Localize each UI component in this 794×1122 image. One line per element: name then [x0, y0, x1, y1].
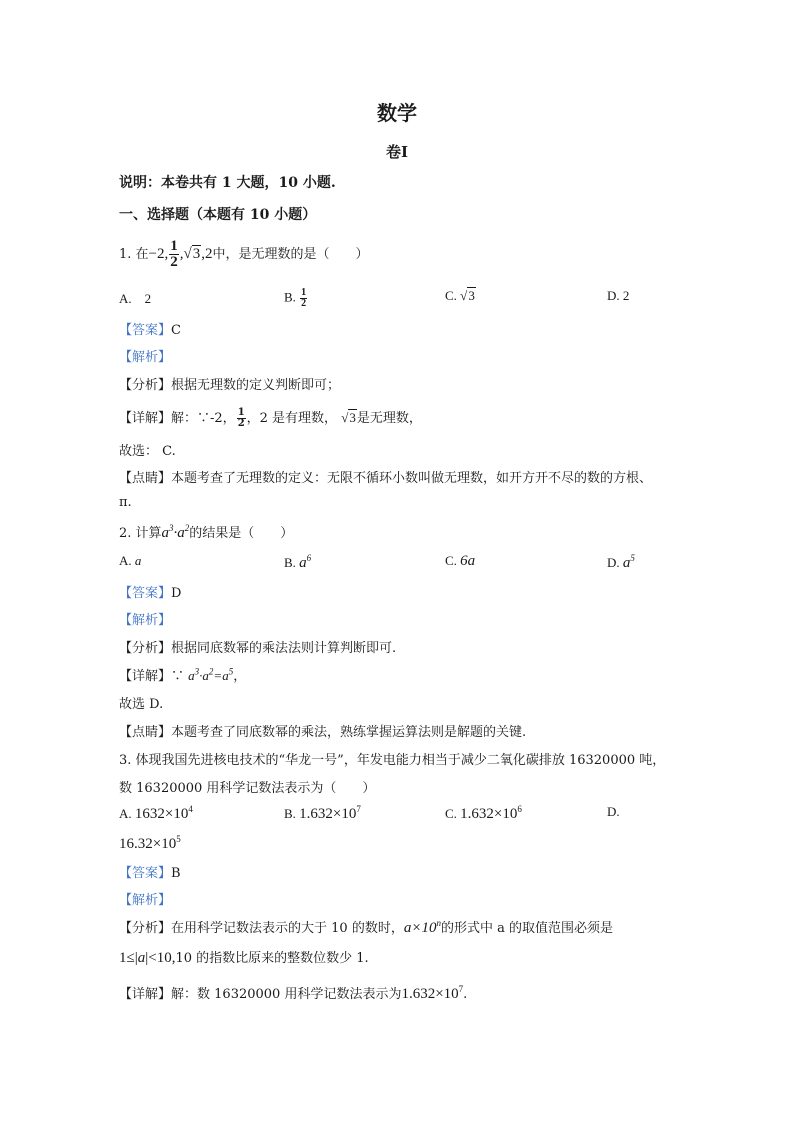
q1-dianjing-cont: π. [119, 495, 132, 510]
q1-dianjing: 【点睛】本题考查了无理数的定义：无限不循环小数叫做无理数，如开方开不尽的数的方根、 [119, 471, 653, 486]
q2-dianjing: 【点睛】本题考查了同底数幂的乘法，熟练掌握运算法则是解题的关键. [119, 725, 527, 740]
q3-option-a: A. $1632\times 10^4$ [119, 804, 193, 822]
paper-subtitle: 卷Ⅰ [385, 143, 409, 161]
q1-option-c: C. √3 [445, 288, 475, 303]
q3-fenxi-cont: 1≤|a|<10,10 的指数比原来的整数位数少 1. [119, 950, 369, 966]
q1-guxuan: 故选： C. [119, 444, 176, 459]
q2-option-c: C. 6a [445, 553, 476, 569]
page-title: 数学 [377, 101, 417, 125]
section-heading: 一、选择题（本题有 10 小题） [119, 207, 317, 223]
q3-option-d-value: $16.32\times 10^5$ [119, 834, 181, 852]
q1-option-b: B. $\frac{1}{2}$ [284, 287, 307, 309]
q1-prefix: 1. 在 [119, 246, 149, 262]
question-2: 2. 计算$a^3\cdot a^2$的结果是（ ） [119, 523, 294, 541]
q2-option-a: A. a [119, 553, 142, 568]
q3-option-b: B. $1.632\times 10^7$ [284, 804, 361, 822]
q1-option-a: A. 2 [119, 291, 152, 306]
q2-jiexi-label: 【解析】 [119, 613, 172, 628]
q3-jiexi-label: 【解析】 [119, 893, 172, 908]
q3-fenxi: 【分析】在用科学记数法表示的大于 10 的数时，$a\times 10^n$的形式中 a 的取值范围必须是 [119, 918, 613, 936]
q2-xiangjie: 【详解】∵ $a^3\cdot a^2=a^5$， [119, 666, 247, 684]
q1-jiexi-label: 【解析】 [119, 350, 172, 365]
q3-option-d-label: D. [607, 804, 620, 819]
q3-answer: 【答案】B [119, 866, 181, 881]
q2-answer: 【答案】D [119, 586, 182, 601]
q3-option-c: C. $1.632\times 10^6$ [445, 804, 522, 822]
q1-fenxi: 【分析】根据无理数的定义判断即可； [119, 378, 341, 393]
paper-intro: 说明：本卷共有 1 大题，10 小题. [119, 175, 336, 191]
question-1 [119, 239, 369, 270]
q2-fenxi: 【分析】根据同底数幂的乘法法则计算判断即可. [119, 641, 397, 656]
q1-option-d: D. 2 [607, 288, 630, 303]
q2-option-d: D. $a^5$ [607, 553, 635, 571]
q3-xiangjie: 【详解】解：数 16320000 用科学记数法表示为$1.632\times 10^7$. [119, 984, 468, 1002]
q1-suffix: 中，是无理数的是（ ） [212, 246, 369, 262]
question-3-line1: 3. 体现我国先进核电技术的“华龙一号”，年发电能力相当于减少二氧化碳排放 16320000 吨， [119, 753, 666, 768]
q2-guxuan: 故选 D. [119, 697, 164, 712]
q2-option-b: B. $a^6$ [284, 553, 312, 571]
q1-answer: 【答案】C [119, 323, 181, 338]
q1-xiangjie: 【详解】解：∵-2， $\frac{1}{2}$ ，2 是有理数， √3是无理数， [119, 407, 422, 429]
q1-number-list: −2, $\frac{1}{2}$ ,√3,2 [148, 238, 213, 270]
question-3-line2: 数 16320000 用科学记数法表示为（ ） [119, 781, 376, 796]
